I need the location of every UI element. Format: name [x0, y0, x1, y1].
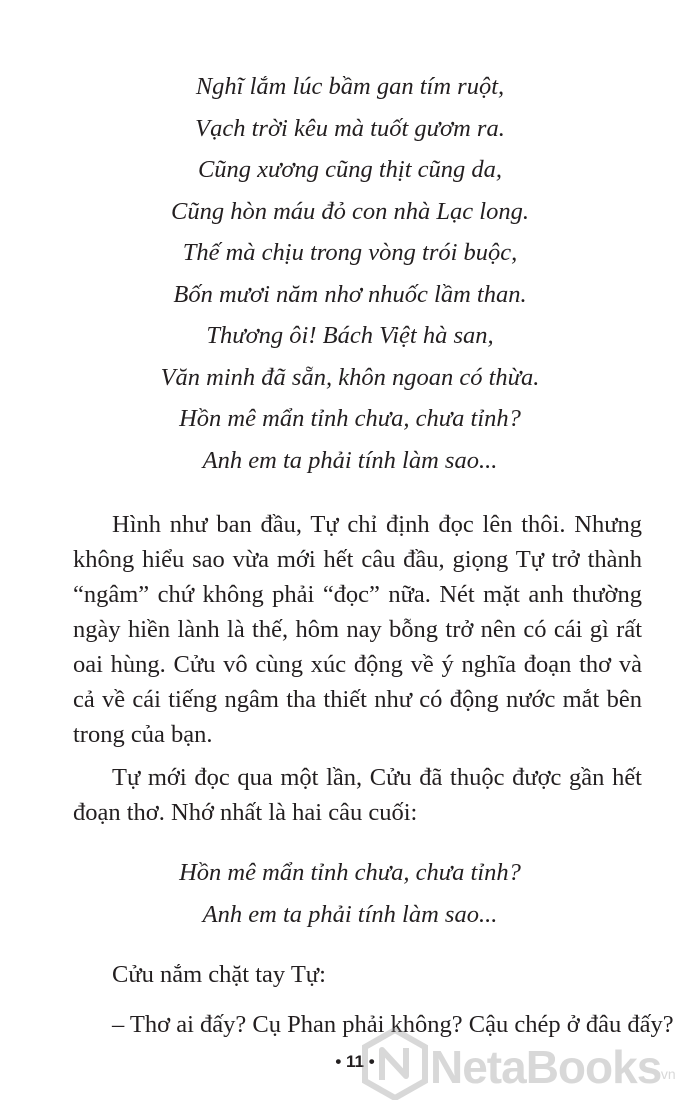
- poem-line: Thương ôi! Bách Việt hà san,: [206, 322, 494, 349]
- poem-line: Nghĩ lắm lúc bầm gan tím ruột,: [195, 73, 505, 100]
- poem-line: Anh em ta phải tính làm sao...: [202, 446, 498, 474]
- page-number: • 11 •: [335, 1052, 375, 1071]
- poem-top: [0, 66, 700, 481]
- poem-line: Thế mà chịu trong vòng trói buộc,: [182, 239, 518, 266]
- poem-line: Cũng hòn máu đỏ con nhà Lạc long.: [171, 197, 529, 225]
- poem-quote: [0, 852, 700, 936]
- watermark: [362, 1028, 692, 1100]
- watermark-suffix: .vn: [657, 1066, 676, 1082]
- paragraph: Hình như ban đầu, Tự chỉ định đọc lên thôi. Nhưng không hiểu sao vừa mới hết câu đầu, giọng Tự trở thành “ngâm” chứ không phải “đọc” nữa. Nét mặt anh thường ngày hiền lành là thế, hôm nay bỗng trở nên có cái gì rất oai hùng. Cửu vô cùng xúc động về ý nghĩa đoạn thơ và cả về cái tiếng ngâm tha thiết như có động nước mắt bên trong của bạn.: [73, 511, 642, 748]
- poem-line: Anh em ta phải tính làm sao...: [202, 901, 498, 928]
- watermark-text: NetaBooks: [430, 1041, 662, 1093]
- poem-line: Hồn mê mẩn tỉnh chưa, chưa tỉnh?: [179, 405, 521, 432]
- poem-line: Cũng xương cũng thịt cũng da,: [197, 156, 503, 183]
- poem-line: Vạch trời kêu mà tuốt gươm ra.: [195, 114, 505, 142]
- dialogue-line: – Thơ ai đấy? Cụ Phan phải không? Cậu chép ở đâu đấy?: [112, 1011, 674, 1038]
- poem-line: Bốn mươi năm nhơ nhuốc lầm than.: [173, 280, 527, 308]
- netabooks-logo-icon: [362, 1028, 428, 1100]
- poem-line: Hồn mê mẩn tỉnh chưa, chưa tỉnh?: [179, 859, 521, 886]
- paragraph: Tự mới đọc qua một lần, Cửu đã thuộc được gần hết đoạn thơ. Nhớ nhất là hai câu cuối:: [73, 764, 642, 826]
- paragraph: Cửu nắm chặt tay Tự:: [112, 961, 326, 988]
- poem-line: Văn minh đã sẵn, khôn ngoan có thừa.: [160, 363, 540, 391]
